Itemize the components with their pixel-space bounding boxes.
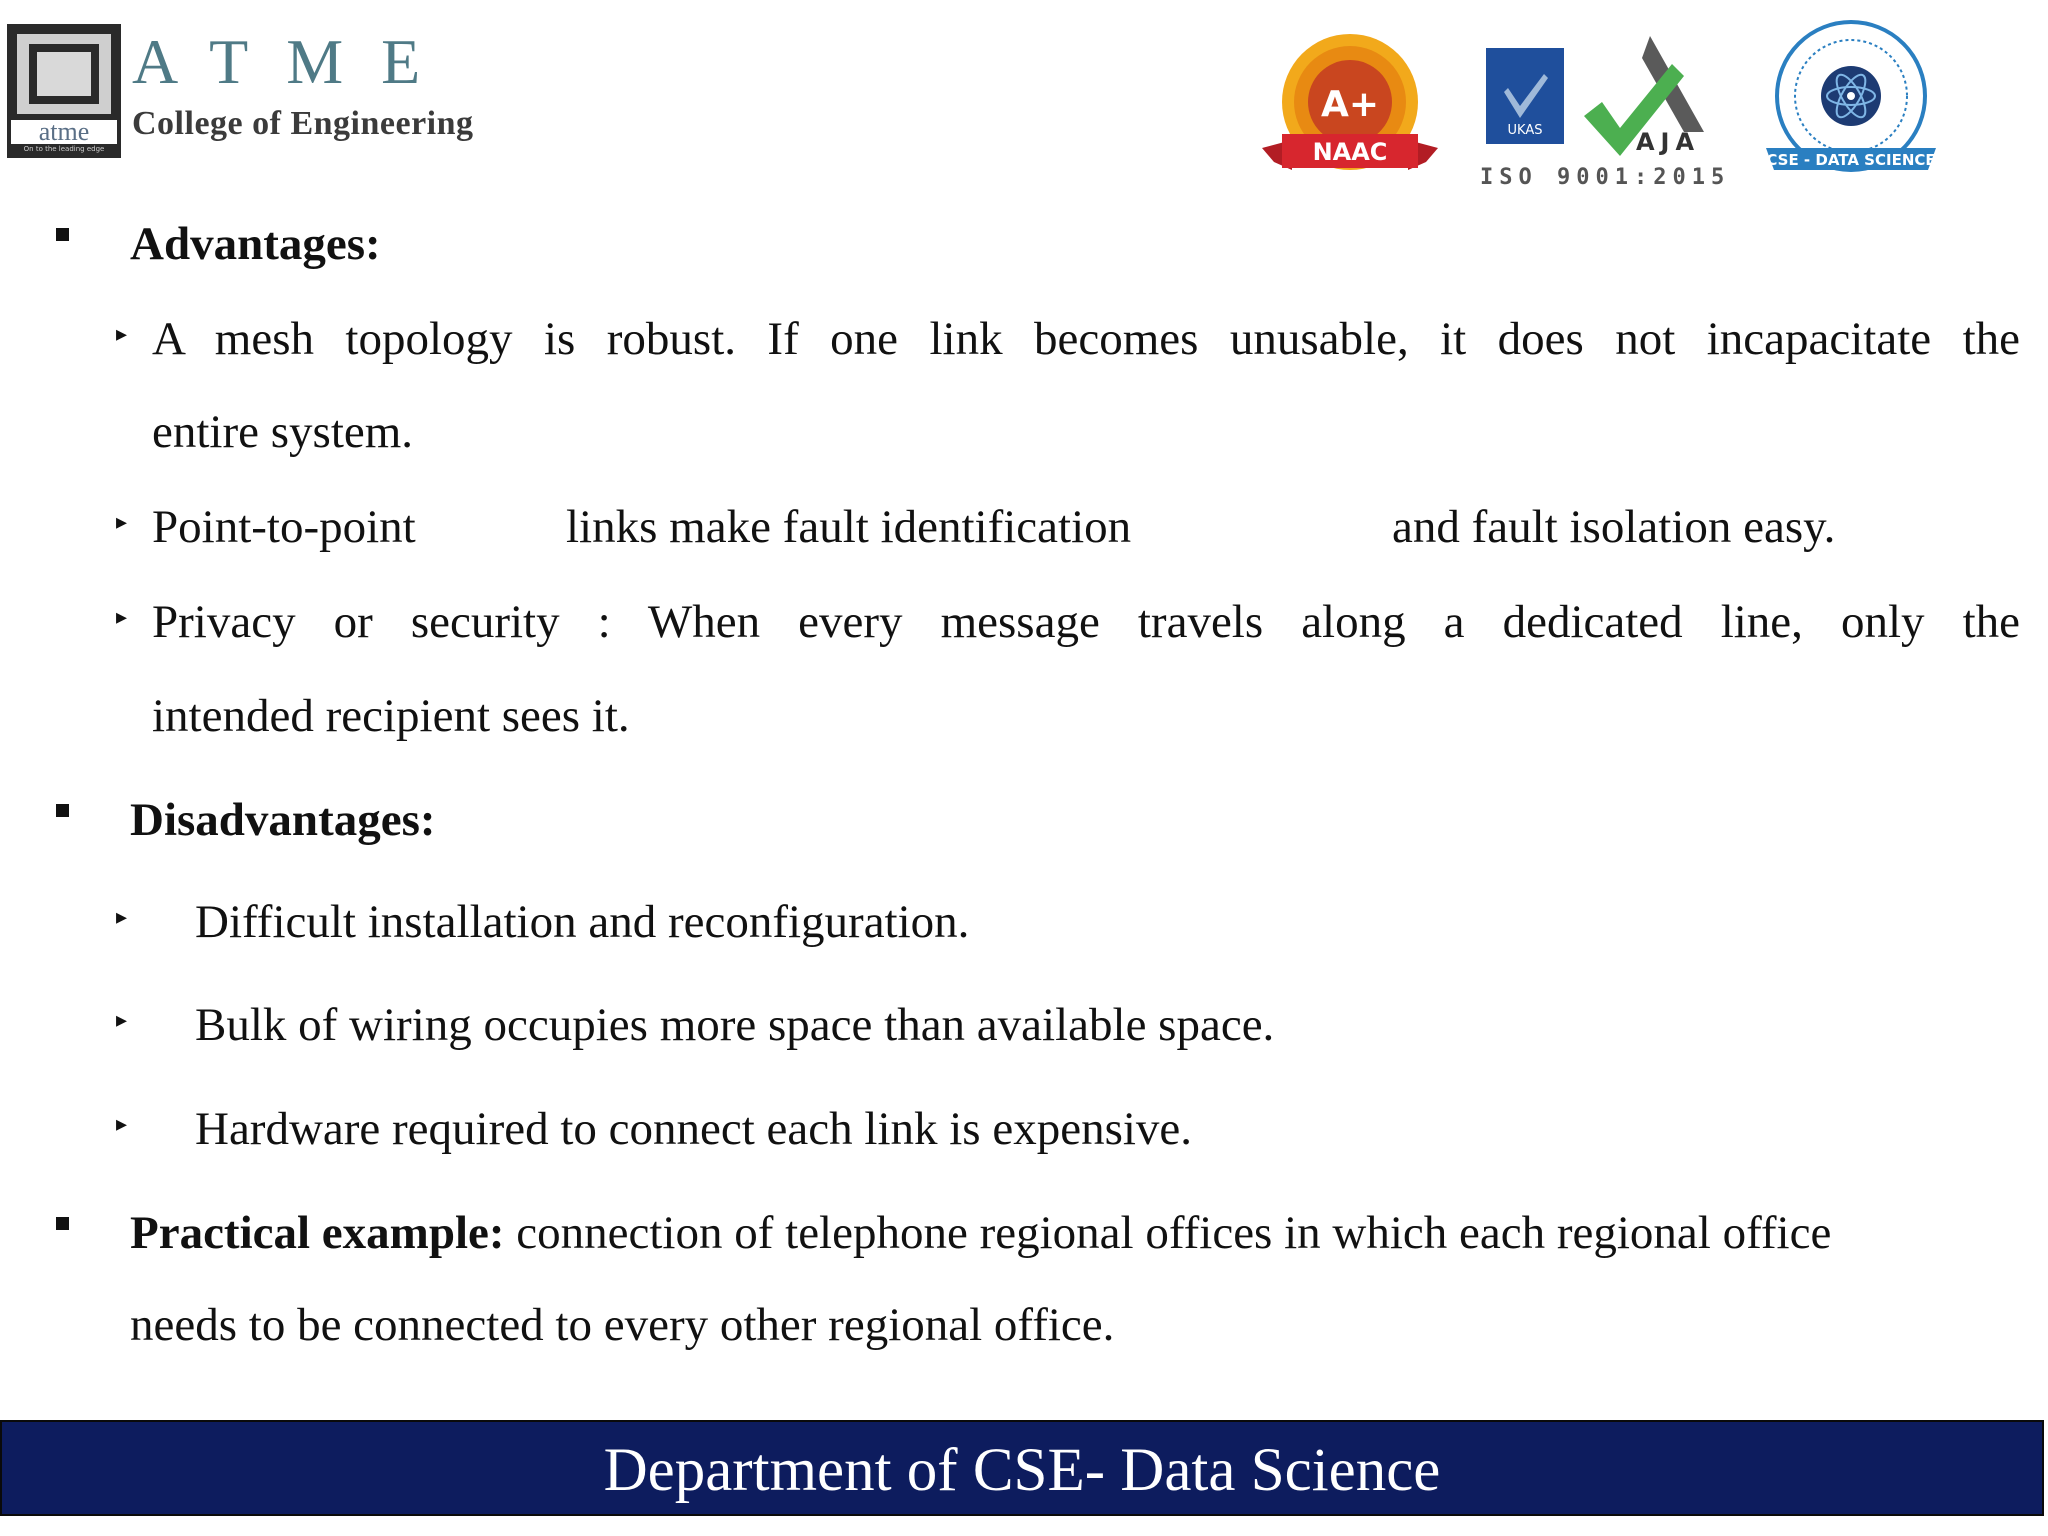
arrow-bullet-icon: ▸	[116, 605, 128, 630]
iso-certification: ISO 9001:2015	[1480, 165, 1731, 190]
college-name: College of Engineering	[132, 105, 474, 142]
arrow-bullet-icon: ▸	[116, 1008, 128, 1033]
arrow-bullet-icon: ▸	[116, 322, 128, 347]
practical-example-line-1	[130, 1203, 1831, 1263]
ukas-badge-icon	[1486, 48, 1564, 158]
practical-example-label: Practical example:	[130, 1207, 505, 1259]
advantage-3-line-1: Privacy or security : When every message travels along a dedicated line, only the	[152, 596, 2020, 648]
logo-word: atme	[11, 120, 117, 144]
logo-tagline: On to the leading edge	[23, 145, 105, 153]
naac-grade: A+	[1320, 84, 1380, 125]
footer-banner	[0, 1420, 2044, 1516]
advantages-heading: Advantages:	[130, 218, 381, 270]
arrow-bullet-icon: ▸	[116, 510, 128, 535]
department-seal-icon	[1760, 18, 1942, 188]
disadvantage-item: Difficult installation and reconfiguration.	[195, 896, 970, 948]
disadvantage-item: Hardware required to connect each link is expensive.	[195, 1103, 1193, 1155]
footer-department: Department of CSE- Data Science	[603, 1437, 1441, 1504]
advantage-2-part-3: and fault isolation easy.	[1392, 501, 1836, 553]
advantage-3-line-2: intended recipient sees it.	[152, 690, 630, 742]
bullet-square-icon	[56, 1217, 69, 1230]
disadvantage-item: Bulk of wiring occupies more space than available space.	[195, 999, 1275, 1051]
advantage-1-line-1: A mesh topology is robust. If one link becomes unusable, it does not incapacitate the	[152, 313, 2020, 365]
advantage-2-part-2: links make fault identification	[566, 501, 1132, 553]
naac-badge-icon	[1262, 30, 1438, 185]
practical-example-line-2: needs to be connected to every other regional office.	[130, 1299, 1115, 1351]
practical-example-text: connection of telephone regional offices in which each regional office	[504, 1207, 1832, 1259]
advantage-2-part-1: Point-to-point	[152, 501, 416, 553]
bullet-square-icon	[56, 804, 69, 817]
arrow-bullet-icon: ▸	[116, 905, 128, 930]
naac-label: NAAC	[1312, 138, 1388, 166]
aja-badge-icon	[1576, 36, 1708, 166]
college-logo	[7, 24, 121, 158]
arrow-bullet-icon: ▸	[116, 1112, 128, 1137]
seal-ribbon-text: CSE - DATA SCIENCE	[1766, 151, 1936, 169]
disadvantages-heading: Disadvantages:	[130, 794, 436, 846]
ukas-label: UKAS	[1507, 123, 1543, 138]
advantage-1-line-2: entire system.	[152, 406, 414, 458]
bullet-square-icon	[56, 228, 69, 241]
college-brand: ATME	[132, 26, 459, 97]
aja-label: AJA	[1635, 128, 1701, 156]
